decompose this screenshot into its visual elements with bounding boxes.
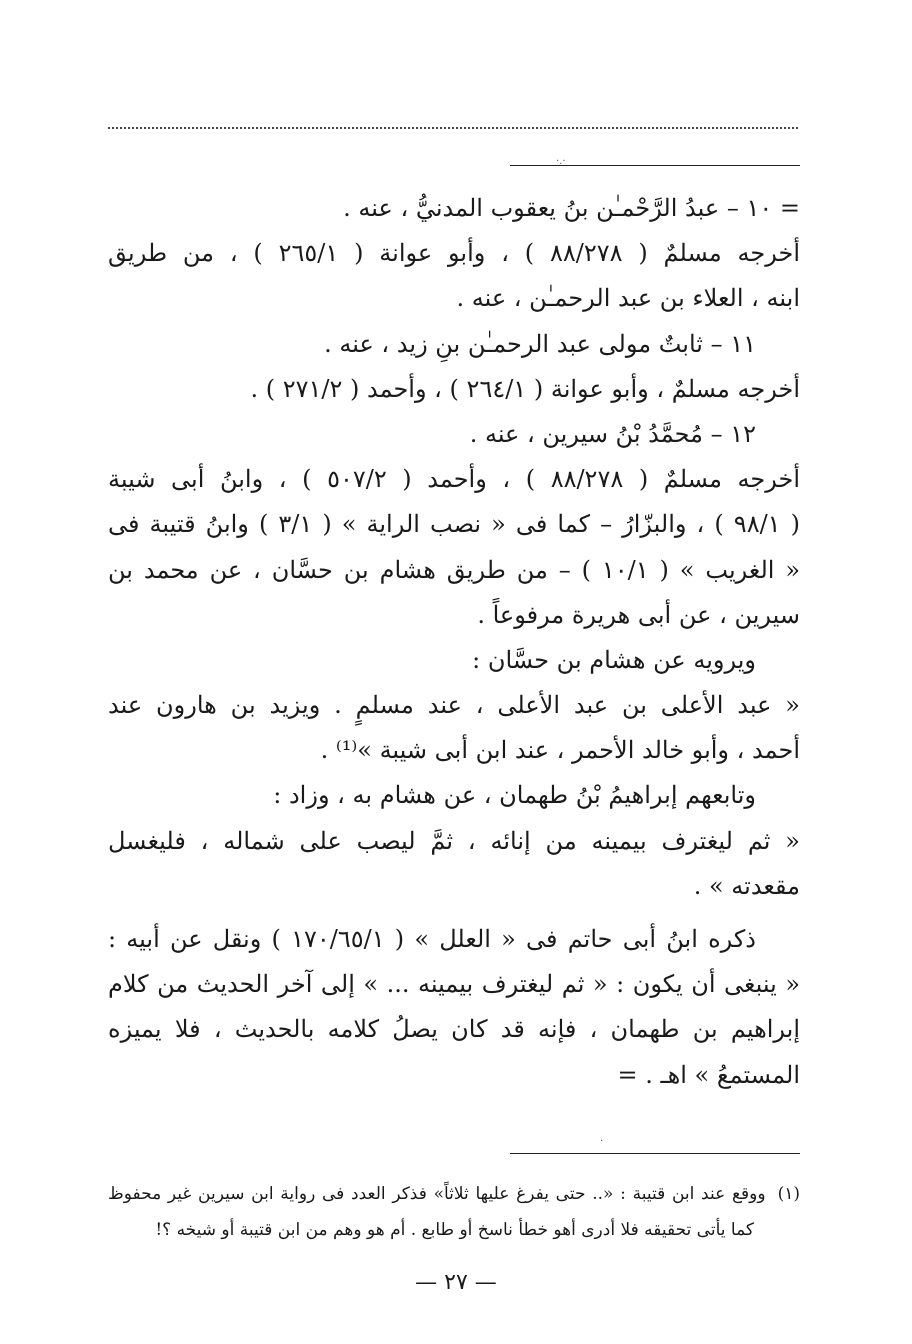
text-line-11: ويرويه عن هشام بن حسَّان : — [472, 645, 756, 674]
text-line-14: وتابعهم إبراهيمُ بْنُ طهمان ، عن هشام به ، وزاد : — [273, 781, 756, 810]
text-line-19: إبراهيم بن طهمان ، فإنه قد كان يصلُ كلامه بالحديث ، فلا يميزه — [108, 1015, 800, 1044]
header-rule — [510, 165, 800, 166]
text-line-18: « ينبغى أن يكون : « ثم ليغترف بيمينه ... » إلى آخر الحديث من كلام — [108, 970, 800, 999]
text-line-7: أخرجه مسلمٌ ( ٨٨/٢٧٨ ) ، وأحمد ( ٥٠٧/٢ ) ، وابنُ أبى شيبة — [108, 465, 800, 494]
footnote-line-2: كما يأتى تحقيقه فلا أدرى أهو خطأ ناسخ أو طابع . أم هو وهم من ابن قتيبة أو شيخه ؟! — [155, 1220, 754, 1240]
footnote-number: (١) — [777, 1184, 800, 1204]
text-line-10: سيرين ، عن أبى هريرة مرفوعاً . — [477, 600, 800, 629]
text-line-15: « ثم ليغترف بيمينه من إنائه ، ثمَّ ليصب على شماله ، فليغسل — [108, 826, 800, 855]
text-line-4: ١١ – ثابتٌ مولى عبد الرحمـٰن بنِ زيد ، عنه . — [324, 329, 756, 358]
text-line-8: ( ٩٨/١ ) ، والبزّارُ – كما فى « نصب الراية » ( ٣/١ ) وابنُ قتيبة فى — [108, 510, 800, 539]
main-text — [108, 186, 800, 1098]
text-line-16: مقعدته » . — [693, 871, 800, 900]
text-line-20: المستمعُ » اهـ . = — [617, 1060, 800, 1089]
footnote-line-1 — [108, 1176, 800, 1212]
header-dotted-rule — [108, 127, 798, 129]
footnote-dot: · — [600, 1136, 604, 1147]
text-line-6: ١٢ – مُحمَّدُ بْنُ سيرين ، عنه . — [469, 419, 756, 448]
text-line-13: أحمد ، وأبو خالد الأحمر ، عند ابن أبى شيبة »⁽¹⁾ . — [320, 736, 800, 765]
text-line-1: = ١٠ – عبدُ الرَّحْمـٰن بنُ يعقوب المدنيُّ ، عنه . — [343, 194, 800, 222]
header-dots: ·.· — [556, 156, 566, 167]
text-line-9: « الغريب » ( ١٠/١ ) – من طريق هشام بن حسَّان ، عن محمد بن — [108, 555, 800, 584]
page-number: — ٢٧ — — [415, 1270, 497, 1295]
text-line-2: أخرجه مسلمٌ ( ٨٨/٢٧٨ ) ، وأبو عوانة ( ٢٦٥/١ ) ، من طريق — [108, 239, 800, 268]
text-line-5: أخرجه مسلمٌ ، وأبو عوانة ( ٢٦٤/١ ) ، وأحمد ( ٢٧١/٢ ) . — [250, 374, 800, 403]
footnote-rule — [510, 1153, 800, 1154]
text-line-17: ذكره ابنُ أبى حاتم فى « العلل » ( ١٧٠/٦٥/١ ) ونقل عن أبيه : — [108, 925, 756, 953]
footnotes — [108, 1176, 800, 1248]
text-line-12: « عبد الأعلى بن عبد الأعلى ، عند مسلمٍ . ويزيد بن هارون عند — [108, 691, 800, 720]
text-line-3: ابنه ، العلاء بن عبد الرحمـٰن ، عنه . — [456, 284, 800, 313]
footnote-text-1: ووقع عند ابن قتيبة : «.. حتى يفرغ عليها ثلاثاً» فذكر العدد فى رواية ابن سيرين غير محفوظ — [108, 1184, 766, 1204]
